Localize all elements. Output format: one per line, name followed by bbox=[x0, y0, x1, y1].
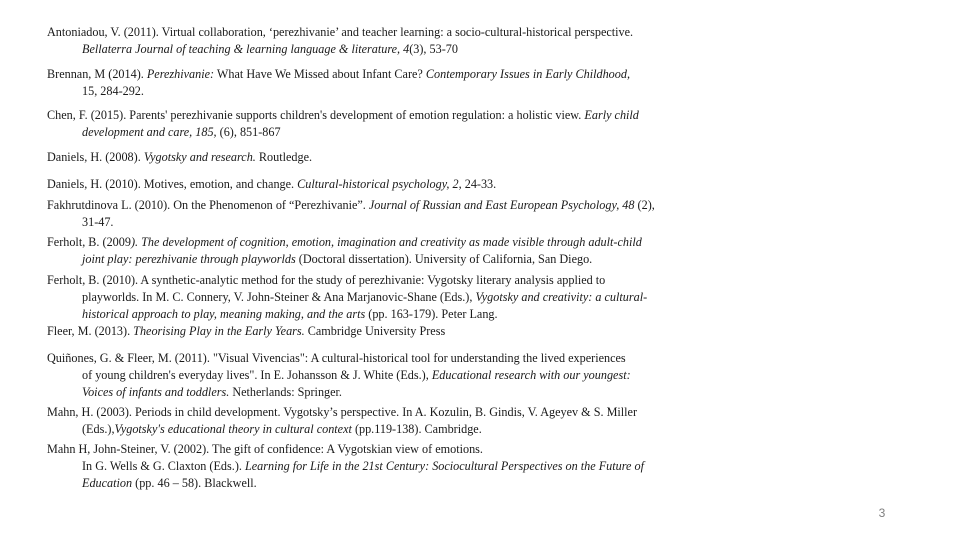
reference-line-2 bbox=[47, 458, 777, 475]
reference-brennan-2014 bbox=[47, 66, 777, 100]
reference-italic-text: historical approach to play, meaning making, and the arts bbox=[82, 307, 366, 321]
reference-text: Antoniadou, V. (2011). Virtual collaboration, ‘perezhivanie’ and teacher learning: a socio-cultural-historical perspective. bbox=[47, 25, 634, 39]
reference-italic-text: Vygotsky's educational theory in cultural context bbox=[114, 422, 352, 436]
reference-text: Mahn, H. (2003). Periods in child development. Vygotsky’s perspective. In A. Kozulin, B. Gindis, V. Ageyev & S. Miller bbox=[47, 405, 638, 419]
reference-italic-text: Educational research with our youngest: bbox=[431, 368, 631, 382]
reference-text: Quiñones, G. & Fleer, M. (2011). "Visual Vivencias": A cultural-historical tool for understanding the lived experiences bbox=[47, 351, 626, 365]
reference-text: Daniels, H. (2008). bbox=[47, 150, 144, 164]
reference-italic-text: Perezhivanie: bbox=[146, 67, 215, 81]
reference-text: Brennan, M (2014). bbox=[47, 67, 147, 81]
reference-fleer-2013 bbox=[47, 323, 777, 340]
reference-text: Daniels, H. (2010). Motives, emotion, and change. bbox=[47, 177, 298, 191]
reference-text: In G. Wells & G. Claxton (Eds.). bbox=[82, 459, 245, 473]
reference-text: (Doctoral dissertation). University of California, San Diego. bbox=[295, 252, 593, 266]
reference-text: Ferholt, B. (2009 bbox=[47, 235, 131, 249]
reference-text: Netherlands: Springer. bbox=[229, 385, 342, 399]
reference-line-3 bbox=[47, 384, 777, 401]
reference-italic-text: Vygotsky and creativity: a cultural- bbox=[475, 290, 648, 304]
reference-text: Ferholt, B. (2010). A synthetic-analytic method for the study of perezhivanie: Vygotsky literary analysis applied to bbox=[47, 273, 606, 287]
reference-line-2 bbox=[47, 251, 777, 268]
reference-line-3 bbox=[47, 475, 777, 492]
reference-text: Mahn H, John-Steiner, V. (2002). The gift of confidence: A Vygotskian view of emotions. bbox=[47, 442, 483, 456]
reference-italic-text: Theorising Play in the Early Years. bbox=[133, 324, 305, 338]
reference-italic-text: ). The development of cognition, emotion, imagination and creativity as made visible through adult-child bbox=[130, 235, 642, 249]
reference-text: Cambridge University Press bbox=[304, 324, 446, 338]
reference-text: (pp.119-138). Cambridge. bbox=[351, 422, 482, 436]
reference-line-1 bbox=[47, 108, 639, 122]
reference-fakhrutdinova-2010 bbox=[47, 197, 777, 231]
reference-text: Fakhrutdinova L. (2010). On the Phenomenon of “Perezhivanie”. bbox=[47, 198, 369, 212]
reference-italic-text: Contemporary Issues in Early Childhood, bbox=[425, 67, 631, 81]
reference-line-1 bbox=[47, 351, 626, 365]
reference-text: (2), bbox=[634, 198, 655, 212]
reference-text: 15, 284-292. bbox=[82, 84, 144, 98]
reference-mahn-2003 bbox=[47, 404, 777, 438]
reference-ferholt-2009 bbox=[47, 234, 777, 268]
reference-text: Chen, F. (2015). Parents' perezhivanie supports children's development of emotion regulation: a holistic view. bbox=[47, 108, 585, 122]
reference-line-2 bbox=[47, 124, 777, 141]
reference-line-2 bbox=[47, 289, 777, 306]
reference-daniels-2008 bbox=[47, 149, 777, 166]
reference-text: playworlds. In M. C. Connery, V. John-Steiner & Ana Marjanovic-Shane (Eds.), bbox=[82, 290, 476, 304]
reference-text: of young children's everyday lives". In E. Johansson & J. White (Eds.), bbox=[82, 368, 432, 382]
reference-chen-2015 bbox=[47, 107, 777, 141]
reference-text: (pp. 46 – 58). Blackwell. bbox=[132, 476, 257, 490]
reference-ferholt-2010 bbox=[47, 272, 777, 323]
reference-italic-text: development and care, 185, bbox=[82, 125, 217, 139]
reference-italic-text: Early child bbox=[584, 108, 639, 122]
reference-antoniadou-2011 bbox=[47, 24, 777, 58]
reference-italic-text: Cultural-historical psychology, 2, bbox=[297, 177, 462, 191]
reference-text: (pp. 163-179). Peter Lang. bbox=[365, 307, 498, 321]
reference-text: What Have We Missed about Infant Care? bbox=[214, 67, 426, 81]
reference-text: (6), 851-867 bbox=[216, 125, 281, 139]
reference-line-1 bbox=[47, 67, 630, 81]
reference-daniels-2010 bbox=[47, 176, 777, 193]
reference-text: (3), 53-70 bbox=[409, 42, 458, 56]
reference-line-1 bbox=[47, 442, 483, 456]
reference-quinones-fleer-2011 bbox=[47, 350, 777, 401]
reference-mahn-john-steiner-2002 bbox=[47, 441, 777, 492]
page-number: 3 bbox=[878, 506, 886, 520]
reference-text: Routledge. bbox=[255, 150, 313, 164]
reference-italic-text: Bellaterra Journal of teaching & learning language & literature, 4 bbox=[82, 42, 410, 56]
reference-text: 24-33. bbox=[461, 177, 497, 191]
reference-line-1 bbox=[47, 273, 605, 287]
reference-line-1 bbox=[47, 198, 655, 212]
reference-line-2 bbox=[47, 214, 777, 231]
reference-line-1 bbox=[47, 324, 445, 338]
reference-line-1 bbox=[47, 177, 496, 191]
reference-italic-text: Voices of infants and toddlers. bbox=[82, 385, 230, 399]
reference-italic-text: joint play: perezhivanie through playworlds bbox=[82, 252, 296, 266]
reference-italic-text: Education bbox=[82, 476, 133, 490]
reference-line-1 bbox=[47, 25, 633, 39]
reference-line-2 bbox=[47, 83, 777, 100]
reference-line-2 bbox=[47, 367, 777, 384]
reference-line-2 bbox=[47, 421, 777, 438]
reference-line-1 bbox=[47, 405, 637, 419]
reference-line-3 bbox=[47, 306, 777, 323]
reference-text: 31-47. bbox=[82, 215, 114, 229]
reference-italic-text: Vygotsky and research. bbox=[143, 150, 256, 164]
reference-text: (Eds.), bbox=[82, 422, 115, 436]
reference-line-1 bbox=[47, 150, 312, 164]
reference-italic-text: Learning for Life in the 21st Century: Sociocultural Perspectives on the Future of bbox=[244, 459, 644, 473]
reference-italic-text: Journal of Russian and East European Psychology, 48 bbox=[368, 198, 635, 212]
reference-line-1 bbox=[47, 235, 642, 249]
reference-line-2 bbox=[47, 41, 777, 58]
reference-text: Fleer, M. (2013). bbox=[47, 324, 134, 338]
